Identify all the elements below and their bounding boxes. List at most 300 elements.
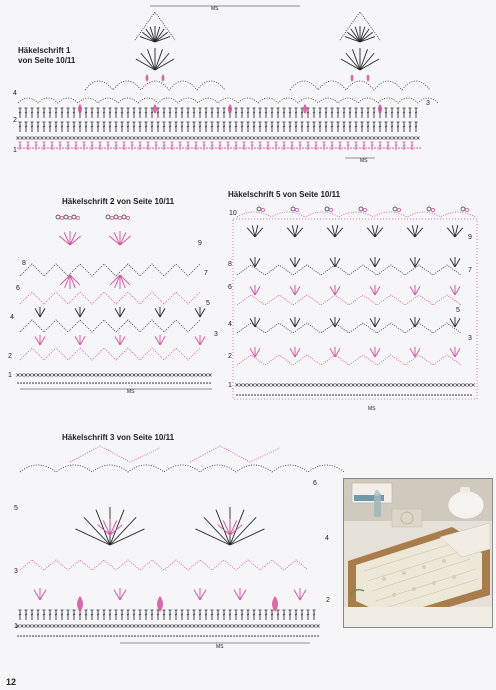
single-crochet [21, 137, 24, 140]
fan-stitch [155, 59, 174, 70]
fan-stitch [35, 336, 40, 345]
petal-stitch [367, 74, 370, 82]
chain-stitch [17, 635, 19, 637]
treble-stitch [115, 108, 118, 118]
fan-stitch [70, 275, 80, 285]
chain-stitch [191, 147, 193, 149]
chain-stitch [335, 394, 337, 396]
chain-stitch [344, 394, 346, 396]
treble-stitch [19, 610, 22, 620]
chain-stitch [110, 382, 112, 384]
single-crochet [69, 137, 72, 140]
treble-stitch [115, 142, 118, 150]
treble-stitch [127, 122, 130, 132]
treble-stitch [25, 122, 28, 132]
picot [114, 215, 118, 219]
treble-stitch [295, 610, 298, 620]
treble-stitch [127, 108, 130, 118]
chain-stitch [230, 147, 232, 149]
treble-stitch [27, 142, 30, 150]
single-crochet [105, 137, 108, 140]
single-crochet [241, 625, 244, 628]
fan-stitch [155, 308, 160, 317]
single-crochet [277, 137, 280, 140]
fan-stitch [455, 348, 460, 357]
single-crochet [424, 384, 427, 387]
picot [64, 215, 68, 219]
chain-stitch [23, 382, 25, 384]
treble-stitch [247, 108, 250, 118]
chain-stitch [125, 382, 127, 384]
chain-stitch [257, 147, 259, 149]
single-crochet [221, 137, 224, 140]
chain-stitch [95, 382, 97, 384]
treble-stitch [411, 142, 414, 150]
chain-stitch [314, 635, 316, 637]
chain-stitch [374, 394, 376, 396]
single-crochet [173, 625, 176, 628]
chart2-row-8: 8 [22, 260, 26, 267]
chain-stitch [332, 394, 334, 396]
chain-stitch [26, 147, 28, 149]
chart2-row-2: 2 [8, 353, 12, 360]
chain-stitch [368, 147, 370, 149]
single-crochet [145, 137, 148, 140]
treble-stitch [289, 122, 292, 132]
treble-stitch [171, 142, 174, 150]
chart2-row-3: 3 [214, 331, 218, 338]
chain-stitch [233, 147, 235, 149]
single-crochet [65, 137, 68, 140]
chain-stitch [407, 394, 409, 396]
picot [363, 208, 366, 211]
treble-stitch [187, 610, 190, 620]
chain-stitch [113, 382, 115, 384]
chain-stitch [260, 147, 262, 149]
chain-stitch [209, 635, 211, 637]
chain-stitch [95, 635, 97, 637]
treble-stitch [103, 610, 106, 620]
fan-stitch [255, 258, 260, 267]
chain-stitch [185, 147, 187, 149]
single-crochet [153, 137, 156, 140]
treble-stitch [211, 610, 214, 620]
fan-stitch [80, 336, 85, 345]
treble-stitch [85, 610, 88, 620]
single-crochet [209, 374, 212, 377]
single-crochet [448, 384, 451, 387]
chain-stitch [23, 635, 25, 637]
single-crochet [89, 137, 92, 140]
chain-stitch [383, 147, 385, 149]
chain-stitch [116, 147, 118, 149]
chain-stitch [263, 635, 265, 637]
treble-stitch [203, 142, 206, 150]
treble-stitch [121, 108, 124, 118]
single-crochet [197, 137, 200, 140]
single-crochet [300, 384, 303, 387]
chain-stitch [356, 394, 358, 396]
treble-stitch [37, 610, 40, 620]
single-crochet [313, 625, 316, 628]
single-crochet [244, 384, 247, 387]
chain-stitch [71, 147, 73, 149]
chain-arc [290, 81, 430, 90]
single-crochet [308, 384, 311, 387]
chain-stitch [131, 635, 133, 637]
chain-stitch [98, 147, 100, 149]
treble-stitch [271, 108, 274, 118]
single-crochet [49, 625, 52, 628]
single-crochet [428, 384, 431, 387]
treble-stitch [43, 142, 46, 150]
single-crochet [21, 625, 24, 628]
treble-stitch [331, 122, 334, 132]
fan-stitch [455, 258, 460, 267]
single-crochet [289, 137, 292, 140]
single-crochet [284, 384, 287, 387]
petal-stitch [78, 104, 82, 114]
treble-stitch [379, 122, 382, 132]
treble-stitch [223, 610, 226, 620]
fan-stitch [80, 308, 85, 317]
picot [291, 207, 295, 211]
chain-stitch [404, 147, 406, 149]
treble-stitch [349, 108, 352, 118]
chain-stitch [305, 635, 307, 637]
picot [261, 208, 264, 211]
chain-stitch [26, 382, 28, 384]
treble-stitch [73, 122, 76, 132]
fan-stitch [360, 59, 379, 70]
chain-stitch [77, 382, 79, 384]
chain-stitch [350, 147, 352, 149]
single-crochet [105, 374, 108, 377]
chain-zigzag [20, 348, 200, 360]
single-crochet [41, 374, 44, 377]
chain-stitch [20, 147, 22, 149]
treble-stitch [175, 108, 178, 118]
picot [56, 215, 60, 219]
treble-stitch [99, 142, 102, 150]
chain-stitch [155, 635, 157, 637]
chart3-row-1: 1 [14, 623, 18, 630]
chain-stitch [164, 147, 166, 149]
chain-stitch [317, 635, 319, 637]
single-crochet [296, 384, 299, 387]
chain-stitch [332, 147, 334, 149]
chain-stitch [146, 635, 148, 637]
picot [60, 216, 63, 219]
fan-stitch [250, 286, 255, 295]
single-crochet [417, 137, 420, 140]
single-crochet [313, 137, 316, 140]
picot [122, 215, 126, 219]
fan-stitch [115, 336, 120, 345]
chain-stitch [335, 147, 337, 149]
single-crochet [301, 137, 304, 140]
chain-stitch [209, 382, 211, 384]
single-crochet [113, 137, 116, 140]
chain-stitch [248, 147, 250, 149]
single-crochet [105, 625, 108, 628]
single-crochet [125, 625, 128, 628]
single-crochet [285, 137, 288, 140]
treble-stitch [265, 108, 268, 118]
single-crochet [369, 137, 372, 140]
treble-stitch [283, 122, 286, 132]
chart5-symbols [233, 207, 477, 399]
single-crochet [436, 384, 439, 387]
treble-stitch [121, 122, 124, 132]
chain-stitch [44, 382, 46, 384]
chain-stitch [71, 635, 73, 637]
treble-stitch [205, 122, 208, 132]
chart5-row-3: 3 [468, 335, 472, 342]
chain-stitch [200, 635, 202, 637]
chain-stitch [440, 394, 442, 396]
chain-stitch [41, 635, 43, 637]
treble-stitch [259, 142, 262, 150]
fan-stitch [223, 520, 230, 535]
single-crochet [169, 374, 172, 377]
treble-stitch [347, 142, 350, 150]
treble-stitch [199, 122, 202, 132]
fan-stitch [195, 336, 200, 345]
single-crochet [273, 625, 276, 628]
chain-stitch [158, 635, 160, 637]
fan-stitch [290, 318, 295, 327]
fan-stitch [141, 53, 155, 70]
chain-stitch [317, 394, 319, 396]
treble-stitch [325, 108, 328, 118]
chart2-row-6: 6 [16, 285, 20, 292]
picot [126, 216, 129, 219]
single-crochet [301, 625, 304, 628]
picot [68, 216, 71, 219]
single-crochet [309, 625, 312, 628]
single-crochet [141, 374, 144, 377]
treble-stitch [205, 108, 208, 118]
single-crochet [377, 137, 380, 140]
single-crochet [260, 384, 263, 387]
chain-stitch [32, 635, 34, 637]
single-crochet [213, 137, 216, 140]
single-crochet [265, 625, 268, 628]
chain-stitch [287, 147, 289, 149]
treble-stitch [259, 610, 262, 620]
chain-stitch [56, 147, 58, 149]
single-crochet [353, 137, 356, 140]
single-crochet [229, 625, 232, 628]
chain-stitch [398, 147, 400, 149]
fan-stitch [195, 308, 200, 317]
chain-stitch [371, 394, 373, 396]
chart3-symbols [17, 446, 345, 643]
chain-stitch [104, 382, 106, 384]
chain-stitch [128, 382, 130, 384]
fan-stitch [450, 258, 455, 267]
single-crochet [25, 374, 28, 377]
chain-zigzag [237, 355, 461, 365]
single-crochet [397, 137, 400, 140]
chain-stitch [296, 147, 298, 149]
fan-stitch [194, 590, 200, 600]
chain-stitch [110, 635, 112, 637]
single-crochet [304, 384, 307, 387]
treble-stitch [337, 122, 340, 132]
fan-stitch [40, 336, 45, 345]
fan-stitch [110, 520, 117, 535]
chain-stitch [404, 394, 406, 396]
single-crochet [305, 625, 308, 628]
chain-stitch [176, 382, 178, 384]
fan-stitch [415, 258, 420, 267]
chain-stitch [44, 147, 46, 149]
fan-stitch [415, 318, 420, 327]
single-crochet [37, 137, 40, 140]
fan-stitch [455, 318, 460, 327]
treble-stitch [307, 122, 310, 132]
fan-stitch [120, 275, 125, 288]
single-crochet [233, 625, 236, 628]
single-crochet [157, 374, 160, 377]
fan-stitch [295, 286, 300, 295]
treble-stitch [283, 610, 286, 620]
fan-stitch [70, 275, 75, 288]
chain-stitch [257, 394, 259, 396]
single-crochet [133, 374, 136, 377]
chain-stitch [158, 147, 160, 149]
chain-stitch [98, 635, 100, 637]
chain-stitch [377, 147, 379, 149]
chain-stitch [125, 635, 127, 637]
single-crochet [97, 137, 100, 140]
fan-stitch [335, 258, 340, 267]
treble-stitch [145, 122, 148, 132]
chain-stitch [101, 635, 103, 637]
treble-stitch [313, 108, 316, 118]
chain-stitch [74, 382, 76, 384]
treble-stitch [259, 122, 262, 132]
treble-stitch [205, 610, 208, 620]
treble-stitch [51, 142, 54, 150]
fan-stitch [290, 258, 295, 267]
chain-stitch [119, 382, 121, 384]
fan-stitch [375, 286, 380, 295]
treble-stitch [91, 122, 94, 132]
chain-stitch [317, 147, 319, 149]
single-crochet [193, 374, 196, 377]
petal-stitch [146, 74, 149, 82]
chain-stitch [359, 394, 361, 396]
single-crochet [368, 384, 371, 387]
single-crochet [117, 374, 120, 377]
treble-stitch [253, 108, 256, 118]
fan-stitch [370, 348, 375, 357]
chain-stitch [107, 382, 109, 384]
treble-stitch [289, 108, 292, 118]
chain-stitch [122, 147, 124, 149]
chain-stitch [353, 147, 355, 149]
chain-stitch [416, 147, 418, 149]
single-crochet [157, 625, 160, 628]
petal-stitch [162, 74, 165, 82]
picot [359, 207, 363, 211]
single-crochet [85, 625, 88, 628]
treble-stitch [31, 610, 34, 620]
fan-stitch [290, 348, 295, 357]
single-crochet [452, 384, 455, 387]
crochet-chart-1 [0, 0, 496, 170]
chain-stitch [326, 394, 328, 396]
crochet-chart-3 [0, 440, 340, 655]
fan-stitch [75, 308, 80, 317]
fan-stitch [330, 286, 335, 295]
single-crochet [113, 374, 116, 377]
chain-stitch [236, 635, 238, 637]
treble-stitch [301, 610, 304, 620]
single-crochet [240, 384, 243, 387]
single-crochet [61, 374, 64, 377]
chain-stitch [401, 394, 403, 396]
chain-stitch [296, 635, 298, 637]
fan-stitch [255, 286, 260, 295]
chain-stitch [101, 147, 103, 149]
single-crochet [404, 384, 407, 387]
chain-stitch [212, 635, 214, 637]
single-crochet [93, 374, 96, 377]
single-crochet [197, 625, 200, 628]
single-crochet [37, 374, 40, 377]
single-crochet [53, 374, 56, 377]
treble-stitch [163, 142, 166, 150]
chain-stitch [218, 635, 220, 637]
single-crochet [388, 384, 391, 387]
chain-stitch [215, 635, 217, 637]
treble-stitch [49, 610, 52, 620]
chain-stitch [314, 394, 316, 396]
chart5-row-10: 10 [229, 210, 237, 217]
fan-stitch [360, 53, 374, 70]
picot [465, 208, 468, 211]
treble-stitch [253, 610, 256, 620]
chain-stitch [191, 382, 193, 384]
chain-stitch [356, 147, 358, 149]
picot [329, 208, 332, 211]
picot [295, 208, 298, 211]
chain-stitch [347, 394, 349, 396]
single-crochet [460, 384, 463, 387]
treble-stitch [313, 122, 316, 132]
chain-stitch [239, 394, 241, 396]
treble-stitch [373, 108, 376, 118]
fan-stitch [160, 308, 165, 317]
treble-stitch [363, 142, 366, 150]
single-crochet [181, 625, 184, 628]
treble-stitch [103, 122, 106, 132]
chain-stitch [212, 147, 214, 149]
treble-stitch [85, 108, 88, 118]
single-crochet [145, 625, 148, 628]
treble-stitch [151, 610, 154, 620]
treble-stitch [127, 610, 130, 620]
single-crochet [77, 137, 80, 140]
fan-stitch [375, 348, 380, 357]
chain-stitch [161, 147, 163, 149]
treble-stitch [155, 142, 158, 150]
single-crochet [201, 374, 204, 377]
